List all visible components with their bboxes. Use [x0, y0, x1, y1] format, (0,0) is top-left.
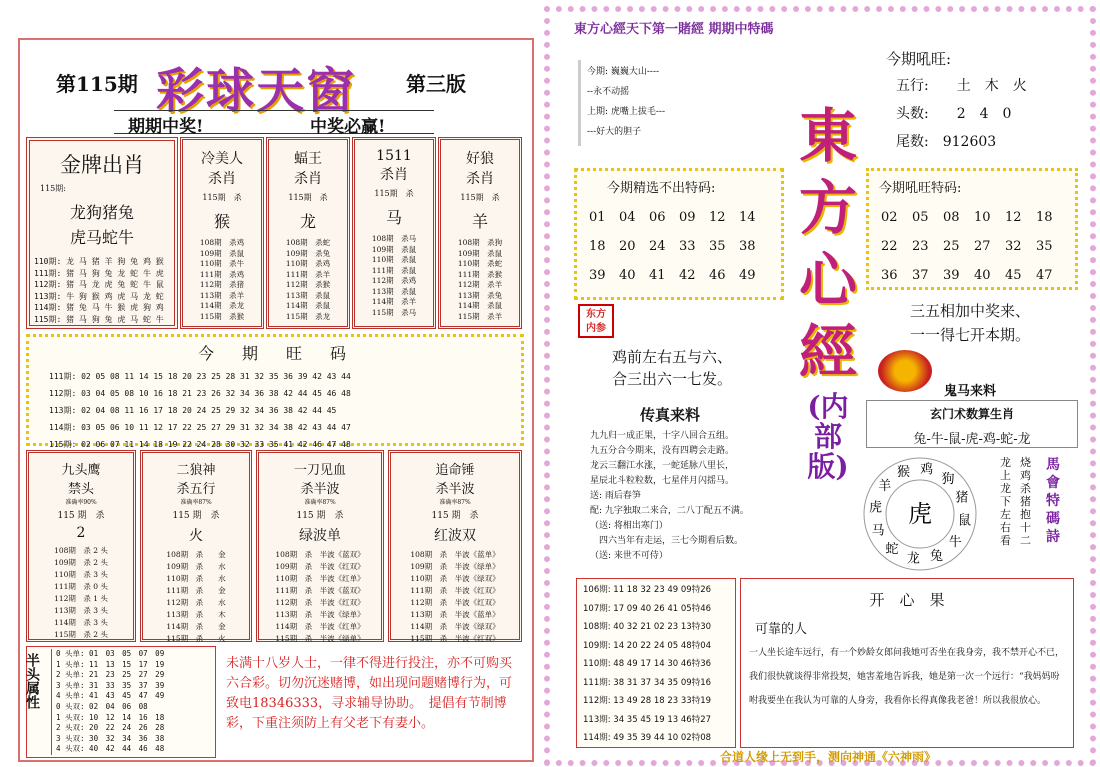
bottom-kill-row: 115期 杀 半波《红双》	[410, 634, 500, 643]
kill-row: 109期 杀兔	[285, 248, 331, 258]
bottom-kill-row: 115期 杀 2 头	[54, 630, 108, 639]
wheel-center: 虎	[908, 500, 932, 528]
kill-panel	[438, 137, 522, 329]
bottom-kill-row: 109期 杀 半波《红双》	[275, 562, 365, 571]
slogan-bar	[114, 110, 434, 137]
kill-row: 110期 杀鸡	[285, 259, 331, 268]
wheel-zodiac: 蛇	[885, 542, 899, 558]
half-head-box	[26, 646, 216, 758]
bottom-kill-row: 111期 杀 半波《蓝双》	[275, 586, 365, 595]
bottom-kill-value: 2	[76, 525, 86, 541]
bottom-kill-row: 112期 杀 半波《红双》	[410, 598, 500, 607]
issue-label: 第115期	[56, 72, 138, 96]
bottom-kill-row: 108期 杀 金	[166, 550, 226, 559]
wheel-zodiac: 猪	[955, 490, 969, 506]
bottom-kill-value: 绿波单	[299, 528, 341, 544]
hot-numbers-row: 113期: 02 04 08 11 16 17 18 20 24 25 29 32 34 36 38 42 44 45	[49, 406, 337, 415]
kill-row: 114期 杀羊	[371, 297, 417, 306]
number-cell: 49	[739, 268, 756, 283]
fax-line: 送: 雨后春笋	[590, 491, 641, 501]
bottom-kill-row: 113期 杀 半波《蓝单》	[410, 610, 500, 619]
seal-stamp: 东方内参	[578, 304, 614, 338]
fax-line: 九五分合今期来，没有四聘会走路。	[590, 446, 735, 456]
hot-numbers-right-box	[866, 168, 1078, 290]
hot-right-title: 今期吼旺特码:	[879, 181, 962, 196]
number-cell: 09	[679, 210, 696, 225]
bottom-kill-row: 113期 杀 3 头	[54, 606, 108, 615]
gold-history-row: 112期: 猪 马 龙 虎 兔 蛇 牛 鼠	[34, 280, 164, 289]
wheel-zodiac: 羊	[878, 479, 892, 495]
wei-line: 尾数: 912603	[896, 134, 997, 150]
kill-row: 114期 杀龙	[199, 301, 245, 310]
kill-row: 108期 杀马	[371, 234, 417, 243]
kill-row: 111期 杀鼠	[371, 265, 417, 275]
hot-numbers-row: 114期: 03 05 06 10 11 12 17 22 25 27 29 31 32 34 38 42 43 44 47	[49, 423, 351, 432]
kill-issue: 115期 杀	[288, 193, 328, 202]
hot-numbers-row: 115期: 02 06 07 11 14 18 19 22 24 28 30 32 33 35 41 42 46 47 48	[49, 440, 351, 449]
number-cell: 08	[943, 210, 960, 225]
kill-panels	[180, 137, 524, 329]
history-row: 108期: 40 32 21 02 23 13特30	[583, 622, 712, 632]
poem-line: 今期: 巍巍大山----	[587, 67, 660, 77]
kill-value: 马	[385, 208, 402, 227]
bottom-kill-rate: 准确率90%	[65, 499, 97, 506]
gold-history	[34, 256, 174, 325]
kill-row: 112期 杀羊	[457, 280, 503, 289]
wheel-zodiac: 狗	[941, 471, 955, 487]
excluded-numbers-box	[574, 168, 784, 300]
fax-line: 四六当年有走运，三七今期看后数。	[590, 536, 744, 546]
bottom-kill-name: 追命锤	[435, 463, 475, 478]
number-cell: 35	[1036, 239, 1053, 254]
history-row: 107期: 17 09 40 26 41 05特46	[583, 603, 712, 614]
wheel-zodiac: 猴	[896, 465, 910, 481]
wheel-zodiac: 牛	[948, 534, 962, 550]
bottom-kill-row: 109期 杀 水	[166, 562, 226, 571]
kill-row: 114期 杀鼠	[457, 301, 503, 310]
bottom-kill-row: 110期 杀 水	[166, 574, 226, 583]
bottom-kill-row: 112期 杀 1 头	[54, 594, 108, 603]
kill-row: 113期 杀鼠	[371, 286, 417, 296]
hot-numbers-rows	[49, 368, 521, 453]
number-cell: 02	[881, 210, 898, 225]
bottom-kill-row: 111期 杀 半波《红双》	[410, 586, 500, 595]
kill-name: 好狼	[466, 151, 494, 167]
slogan-right: 中奖必赢!	[310, 117, 386, 137]
poem-box	[578, 60, 778, 146]
bottom-kill-row: 108期 杀 2 头	[54, 546, 108, 555]
bottom-kill-rate: 准确率87%	[304, 499, 336, 506]
number-cell: 25	[943, 239, 960, 254]
bottom-kill-name: 二狼神	[176, 463, 216, 478]
history-box	[576, 578, 736, 748]
right-header: 東方心經天下第一賭經 期期中特碼	[574, 22, 774, 37]
fax-line: 龙云三翻江水涨，一蛇延脉八里长，	[590, 461, 735, 471]
bottom-kill-sub: 杀五行	[176, 482, 216, 497]
bottom-kill-row: 112期 杀 水	[166, 598, 226, 607]
verse-3: 三五相加中奖来、	[910, 302, 1031, 320]
side-verse-3: 馬會特碼詩	[1046, 457, 1060, 545]
bottom-kill-history	[29, 545, 133, 641]
number-cell: 37	[912, 268, 929, 283]
number-cell: 38	[739, 239, 756, 254]
bottom-kill-row: 110期 杀 半波《绿双》	[410, 574, 500, 583]
hot-numbers-row: 112期: 03 04 05 08 10 16 18 21 23 26 32 34 36 38 42 44 45 46 48	[49, 389, 351, 398]
number-cell: 24	[649, 239, 666, 254]
kill-panel	[352, 137, 436, 329]
hot-numbers-title: 今 期 旺 码	[197, 344, 352, 363]
gold-line1: 龙狗猪兔	[69, 203, 134, 222]
history-row: 109期: 14 20 22 24 05 48特04	[583, 640, 712, 651]
fax-line: （送: 将相出寒门）	[590, 521, 668, 531]
kill-issue: 115期 杀	[202, 193, 242, 202]
bottom-kill-sub: 禁头	[67, 482, 94, 497]
verse-2: 合三出六一七发。	[612, 370, 733, 388]
bottom-kill-row: 114期 杀 金	[166, 622, 226, 631]
bottom-kill-row: 114期 杀 半波《绿双》	[410, 622, 500, 631]
kill-row: 113期 杀兔	[457, 290, 503, 300]
gold-issue: 115期:	[40, 184, 66, 193]
number-cell: 10	[974, 210, 991, 225]
number-cell: 27	[974, 239, 991, 254]
number-cell: 41	[649, 268, 666, 283]
fax-line: 星辰北斗粒粒数，七星伴月闪揺马。	[590, 476, 735, 486]
kill-row: 112期 杀鸡	[371, 276, 417, 285]
bottom-kill-row: 109期 杀 2 头	[54, 558, 108, 567]
tiger-icon	[878, 350, 932, 392]
bottom-kill-name: 一刀见血	[293, 463, 346, 478]
fax-line: 配: 九字独取二来合，二八丁配五不满。	[590, 506, 749, 516]
kill-history	[355, 234, 433, 318]
number-cell: 36	[881, 268, 898, 283]
joy-title: 开 心 果	[869, 591, 945, 609]
hot-numbers-box	[26, 334, 524, 449]
number-cell: 20	[619, 239, 636, 254]
half-head-row: 3 头单: 31 33 35 37 39	[56, 680, 165, 690]
neibu-label: (内部版)	[807, 390, 849, 483]
bottom-kill-row: 108期 杀 半波《蓝双》	[275, 550, 365, 559]
banner-title: 彩球天窗	[156, 63, 357, 119]
wuxing-line: 五行: 土 木 火	[896, 78, 1027, 94]
number-cell: 33	[679, 239, 696, 254]
kill-row: 110期 杀牛	[199, 259, 245, 268]
number-cell: 47	[1036, 268, 1053, 283]
wheel-zodiac: 虎	[868, 500, 882, 516]
kill-issue: 115期 杀	[374, 189, 414, 198]
number-cell: 46	[709, 268, 726, 283]
fax-box	[590, 404, 790, 576]
bottom-kill-row: 113期 杀 半波《绿单》	[275, 610, 365, 619]
bottom-kill-panel	[256, 450, 384, 642]
edition-label: 第三版	[406, 72, 466, 96]
left-header	[36, 48, 526, 119]
gold-history-row: 114期: 猪 兔 马 牛 猴 虎 狗 鸡	[34, 303, 164, 312]
number-cell: 14	[739, 210, 756, 225]
kill-row: 109期 杀鼠	[457, 248, 503, 258]
kill-sub: 杀肖	[380, 167, 408, 183]
bottom-kill-panel	[26, 450, 136, 642]
half-head-row: 3 头双: 30 32 34 36 38	[56, 733, 165, 743]
notice-text: 未满十八岁人士，一律不得进行投注，亦不可购买六合彩。切勿沉迷赌博，如出现问题赌博行为，可致电18346333，寻求辅导协助。 提倡有节制博彩，下重注须防上有父老下有妻小。	[226, 656, 513, 731]
bottom-kill-row: 115期 杀 火	[166, 634, 226, 643]
verse-4: 一一得七开本期。	[910, 326, 1031, 344]
number-cell: 18	[589, 239, 606, 254]
kill-name: 蝠王	[294, 151, 322, 167]
bottom-kill-issue: 115 期 杀	[296, 511, 344, 521]
number-cell: 40	[619, 268, 636, 283]
kill-row: 110期 杀蛇	[457, 259, 503, 268]
hot-numbers-row: 111期: 02 05 08 11 14 15 18 20 23 25 28 31 32 35 36 39 42 43 44	[49, 372, 351, 381]
history-row: 111期: 38 31 37 34 35 09特16	[583, 677, 712, 688]
hot-stats-box	[872, 48, 1080, 158]
number-cell: 18	[1036, 210, 1053, 225]
half-head-label: 半头属性	[24, 653, 40, 709]
bottom-kill-row: 108期 杀 半波《蓝单》	[410, 550, 500, 559]
history-row: 112期: 13 49 28 18 23 33特19	[583, 696, 712, 706]
bottom-kill-sub: 杀半波	[300, 482, 340, 497]
kill-history	[269, 238, 347, 322]
kill-row: 109期 杀鼠	[199, 248, 245, 258]
kill-row: 115期 杀猴	[199, 311, 245, 321]
kill-row: 111期 杀鸡	[199, 269, 245, 279]
half-head-row: 0 头双: 02 04 06 08	[56, 701, 148, 711]
bottom-kill-row: 111期 杀 金	[166, 586, 226, 595]
footer-banner: 合道人缘上无到手，测向神通《六神雨》	[720, 750, 937, 764]
poem-line: ---好大的胆子	[587, 127, 642, 137]
number-cell: 05	[912, 210, 929, 225]
excluded-grid	[589, 210, 781, 283]
kill-sub: 杀肖	[466, 171, 494, 187]
bottom-kill-sub: 杀半波	[435, 482, 475, 497]
fax-title: 传真来料	[639, 406, 700, 424]
wheel-zodiac: 兔	[930, 548, 944, 564]
kill-name: 冷美人	[201, 151, 243, 167]
xuanmen-box	[866, 400, 1078, 448]
wheel-zodiac: 龙	[906, 551, 920, 567]
side-verse-1: 龙上龙下左右看	[1000, 456, 1011, 547]
kill-panel	[266, 137, 350, 329]
kill-row: 108期 杀蛇	[285, 238, 331, 247]
kill-row: 108期 杀狗	[457, 238, 503, 247]
kill-value: 猴	[213, 212, 230, 231]
number-cell: 01	[589, 210, 606, 225]
kill-panel	[180, 137, 264, 329]
kill-name: 1511	[376, 148, 412, 164]
kill-row: 111期 杀猴	[457, 269, 503, 279]
gold-box	[26, 137, 178, 329]
bottom-kill-issue: 115 期 杀	[172, 511, 220, 521]
number-cell: 40	[974, 268, 991, 283]
number-cell: 32	[1005, 239, 1022, 254]
hot-right-grid	[881, 210, 1075, 283]
gold-line2: 虎马蛇牛	[69, 228, 134, 247]
bottom-kill-row: 114期 杀 3 头	[54, 618, 108, 627]
bottom-kill-rate: 准确率87%	[180, 499, 212, 506]
history-row: 114期: 49 35 39 44 10 02特08	[583, 733, 712, 743]
half-head-row: 2 头双: 20 22 24 26 28	[56, 723, 165, 733]
bottom-kill-panel	[140, 450, 252, 642]
kill-sub: 杀肖	[208, 171, 236, 187]
fax-line: 九九归一成正果，十字八回合五组。	[590, 431, 735, 441]
kill-row: 112期 杀猪	[199, 280, 245, 289]
poem-line: --永不动摇	[587, 87, 630, 97]
zodiac-wheel	[850, 454, 990, 574]
number-cell: 23	[912, 239, 929, 254]
kill-row: 109期 杀鼠	[371, 244, 417, 254]
number-cell: 04	[619, 210, 636, 225]
bottom-kill-row: 115期 杀 半波《绿单》	[275, 634, 365, 643]
bottom-kill-row: 114期 杀 半波《红单》	[275, 622, 365, 631]
kill-row: 113期 杀鼠	[285, 290, 331, 300]
half-head-rows	[51, 649, 164, 755]
poem-line: 上期: 虎嘴上拔毛---	[587, 107, 666, 117]
kill-row: 113期 杀羊	[199, 290, 245, 300]
history-row: 110期: 48 49 17 14 30 46特36	[583, 659, 712, 669]
bottom-kill-history	[259, 549, 381, 645]
hot-stats-title: 今期吼旺:	[886, 50, 952, 68]
bottom-kill-name: 九头鹰	[61, 463, 101, 478]
number-cell: 39	[589, 268, 606, 283]
half-head-row: 4 头单: 41 43 45 47 49	[56, 691, 165, 701]
joy-story: 一人坐长途车远行，有一个妙龄女郎问我她可否坐在我身旁，我不禁开心不已，我们很快就谈得非常投契，她害羞地告诉我，她是第一次一个远行：“我妈妈吩咐我要坐在我认为可靠的人身旁，我看你长得真像我老爸！所以我很放心。	[749, 648, 1065, 706]
kill-row: 115期 杀马	[371, 307, 417, 317]
gold-history-row: 111期: 猪 马 狗 兔 龙 蛇 牛 虎	[34, 268, 164, 278]
big-title: 東方心經	[798, 102, 857, 386]
verse-1: 鸡前左右五与六、	[612, 348, 733, 366]
gold-history-row: 113期: 牛 狗 猴 鸡 虎 马 龙 蛇	[34, 291, 164, 301]
bottom-kill-history	[391, 549, 519, 645]
half-head-row: 4 头双: 40 42 44 46 48	[56, 744, 165, 754]
kill-history	[183, 238, 261, 322]
gold-history-row: 110期: 龙 马 猪 羊 狗 兔 鸡 猴	[34, 257, 164, 266]
kill-sub: 杀肖	[294, 171, 322, 187]
kill-row: 115期 杀龙	[285, 311, 331, 321]
bottom-kill-panel	[388, 450, 522, 642]
half-head-row: 0 头单: 01 03 05 07 09	[56, 649, 165, 658]
bottom-kill-row: 110期 杀 半波《红单》	[275, 574, 365, 583]
history-row: 106期: 11 18 32 23 49 09特26	[583, 585, 712, 595]
kill-row: 112期 杀猴	[285, 280, 331, 289]
number-cell: 39	[943, 268, 960, 283]
bottom-kill-value: 火	[189, 528, 203, 544]
bottom-kill-rate: 准确率87%	[439, 499, 471, 506]
number-cell: 06	[649, 210, 666, 225]
half-head-row: 2 头单: 21 23 25 27 29	[56, 670, 165, 680]
wheel-zodiac: 鸡	[920, 462, 934, 478]
kill-issue: 115期 杀	[460, 193, 500, 202]
bottom-kill-row: 111期 杀 0 头	[54, 582, 108, 591]
excluded-title: 今期精选不出特码:	[607, 181, 716, 196]
kill-history	[441, 238, 519, 322]
kill-row: 114期 杀鼠	[285, 301, 331, 310]
number-cell: 22	[881, 239, 898, 254]
bottom-kill-value: 红波双	[434, 528, 476, 544]
xuanmen-value: 兔-牛-鼠-虎-鸡-蛇-龙	[913, 432, 1031, 447]
bottom-kill-panels	[26, 450, 524, 642]
kill-row: 115期 杀羊	[457, 311, 503, 321]
bottom-kill-issue: 115 期 杀	[57, 511, 105, 521]
bottom-kill-issue: 115 期 杀	[431, 511, 479, 521]
half-head-row: 1 头双: 10 12 14 16 18	[56, 712, 165, 722]
number-cell: 12	[1005, 210, 1022, 225]
wheel-zodiac: 马	[871, 523, 885, 539]
number-cell: 35	[709, 239, 726, 254]
bottom-kill-row: 113期 杀 木	[166, 610, 226, 619]
number-cell: 12	[709, 210, 726, 225]
gold-history-row: 115期: 猪 马 狗 兔 虎 马 蛇 牛	[34, 314, 164, 324]
fax-lines	[590, 429, 800, 564]
joy-subtitle: 可靠的人	[755, 622, 808, 637]
slogan-left: 期期中奖!	[128, 117, 204, 137]
gold-title: 金牌出肖	[60, 153, 144, 177]
guima-label: 鬼马来料	[944, 384, 997, 399]
side-verse-2: 烧鸡杀猪抱十二	[1020, 456, 1031, 547]
number-cell: 45	[1005, 268, 1022, 283]
bottom-kill-row: 112期 杀 半波《红双》	[275, 598, 365, 607]
bottom-kill-history	[143, 549, 249, 645]
kill-row: 110期 杀鼠	[371, 255, 417, 264]
xuanmen-title: 玄门术数算生肖	[929, 407, 1014, 421]
kill-row: 108期 杀鸡	[199, 238, 245, 247]
kill-value: 羊	[471, 212, 488, 231]
wheel-zodiac: 鼠	[958, 513, 972, 529]
tou-line: 头数: 2 4 0	[896, 106, 1012, 122]
kill-row: 111期 杀羊	[285, 269, 331, 279]
bottom-kill-row: 110期 杀 3 头	[54, 570, 108, 579]
fax-line: （送: 来世不可侍）	[590, 551, 668, 561]
number-cell: 42	[679, 268, 696, 283]
half-head-row: 1 头单: 11 13 15 17 19	[56, 659, 165, 669]
joy-box	[740, 578, 1074, 748]
bottom-kill-row: 109期 杀 半波《绿单》	[410, 562, 500, 571]
history-row: 113期: 34 35 45 19 13 46特27	[583, 714, 712, 725]
kill-value: 龙	[299, 212, 316, 231]
